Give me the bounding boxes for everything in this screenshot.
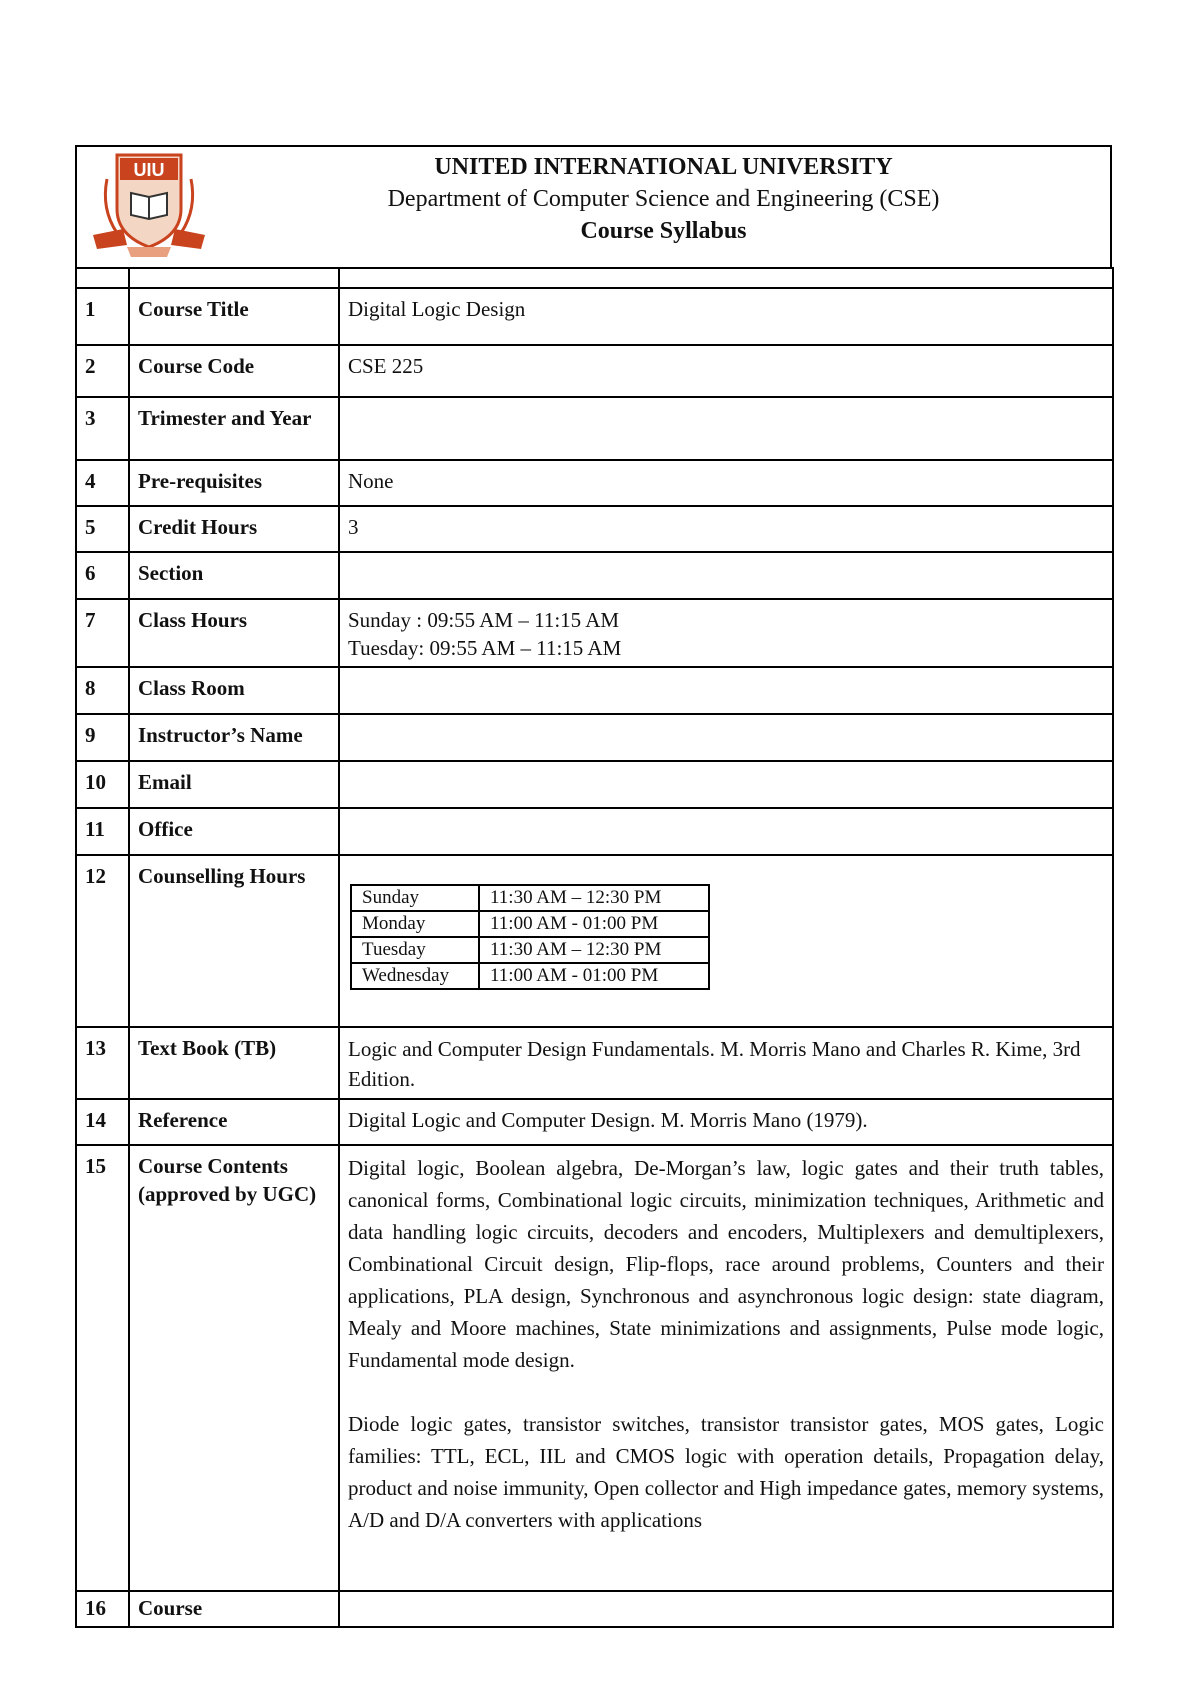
- row-label: Section: [129, 552, 339, 599]
- counselling-day: Sunday: [351, 885, 479, 911]
- email-value: [339, 761, 1113, 808]
- counselling-day: Wednesday: [351, 963, 479, 989]
- row-label: Email: [129, 761, 339, 808]
- table-row: [76, 1145, 1113, 1591]
- row-label: Course Title: [129, 288, 339, 345]
- table-row: [76, 345, 1113, 397]
- counselling-day: Tuesday: [351, 937, 479, 963]
- row-label: Pre-requisites: [129, 460, 339, 506]
- row-number: 15: [76, 1145, 129, 1591]
- counselling-hours-table: [350, 884, 710, 990]
- row-label: Office: [129, 808, 339, 855]
- row-label: Class Room: [129, 667, 339, 714]
- section-value: [339, 552, 1113, 599]
- counselling-row: [351, 885, 709, 911]
- instructor-value: [339, 714, 1113, 761]
- counselling-time: 11:00 AM - 01:00 PM: [479, 911, 709, 937]
- row-label: Counselling Hours: [129, 855, 339, 1027]
- table-row: [76, 1027, 1113, 1099]
- row-number: 8: [76, 667, 129, 714]
- row-number: 6: [76, 552, 129, 599]
- row-label: Instructor’s Name: [129, 714, 339, 761]
- course-title-value: Digital Logic Design: [339, 288, 1113, 345]
- row-label: Trimester and Year: [129, 397, 339, 460]
- row-number: 11: [76, 808, 129, 855]
- course-contents-paragraph: Diode logic gates, transistor switches, transistor transistor gates, MOS gates, Logic families: TTL, ECL, IIL and CMOS logic with operation details, Propagation delay, product and noise immunity, Open collector and High impedance gates, memory systems, A/D and D/A converters with applications: [348, 1412, 1104, 1532]
- row-number: 10: [76, 761, 129, 808]
- row-number: 7: [76, 599, 129, 667]
- table-row: [76, 761, 1113, 808]
- counselling-row: [351, 911, 709, 937]
- syllabus-table: [75, 267, 1114, 1628]
- table-row: [76, 808, 1113, 855]
- class-hours-line: Tuesday: 09:55 AM – 11:15 AM: [348, 636, 622, 660]
- row-label: Text Book (TB): [129, 1027, 339, 1099]
- table-row: [76, 552, 1113, 599]
- counselling-day: Monday: [351, 911, 479, 937]
- trimester-value: [339, 397, 1113, 460]
- text-book-value: Logic and Computer Design Fundamentals. M. Morris Mano and Charles R. Kime, 3rd Edition.: [339, 1027, 1113, 1099]
- table-row: [76, 506, 1113, 552]
- row-number: 16: [76, 1591, 129, 1627]
- credit-hours-value: 3: [339, 506, 1113, 552]
- spacer-row: [76, 268, 1113, 288]
- table-row: [76, 1591, 1113, 1627]
- class-hours-value: [339, 599, 1113, 667]
- row-number: 2: [76, 345, 129, 397]
- counselling-time: 11:30 AM – 12:30 PM: [479, 937, 709, 963]
- course-code-value: CSE 225: [339, 345, 1113, 397]
- course-contents-paragraph: Digital logic, Boolean algebra, De-Morgan’s law, logic gates and their truth tables, canonical forms, Combinational logic circuits, minimization techniques, Arithmetic and data handling logic circuits, decoders and encoders, Multiplexers and demultiplexers, Combinational Circuit design, Flip-flops, race around problems, Counters and their applications, PLA design, Synchronous and asynchronous logic design: state diagram, Mealy and Moore machines, State minimizations and assignments, Pulse mode logic, Fundamental mode design.: [348, 1156, 1104, 1372]
- row-label: Course: [129, 1591, 339, 1627]
- university-logo: [87, 149, 211, 261]
- course-contents-value: [339, 1145, 1113, 1591]
- course-value: [339, 1591, 1113, 1627]
- syllabus-page: [75, 145, 1112, 1628]
- row-number: 12: [76, 855, 129, 1027]
- row-label: Course Code: [129, 345, 339, 397]
- counselling-time: 11:00 AM - 01:00 PM: [479, 963, 709, 989]
- table-row: [76, 288, 1113, 345]
- counselling-hours-cell: [339, 855, 1113, 1027]
- table-row: [76, 397, 1113, 460]
- reference-value: Digital Logic and Computer Design. M. Morris Mano (1979).: [339, 1099, 1113, 1145]
- table-row: [76, 599, 1113, 667]
- syllabus-header: [75, 145, 1112, 267]
- department-name: Department of Computer Science and Engineering (CSE): [387, 186, 940, 212]
- counselling-row: [351, 937, 709, 963]
- office-value: [339, 808, 1113, 855]
- row-label: Course Contents (approved by UGC): [129, 1145, 339, 1591]
- row-number: 4: [76, 460, 129, 506]
- row-label: Reference: [129, 1099, 339, 1145]
- table-row: [76, 667, 1113, 714]
- table-row: [76, 855, 1113, 1027]
- table-row: [76, 714, 1113, 761]
- row-number: 13: [76, 1027, 129, 1099]
- logo-text: UIU: [133, 160, 165, 180]
- university-name: UNITED INTERNATIONAL UNIVERSITY: [434, 154, 893, 180]
- class-room-value: [339, 667, 1113, 714]
- table-row: [76, 1099, 1113, 1145]
- class-hours-line: Sunday : 09:55 AM – 11:15 AM: [348, 608, 620, 632]
- counselling-row: [351, 963, 709, 989]
- row-number: 9: [76, 714, 129, 761]
- row-label: Class Hours: [129, 599, 339, 667]
- row-number: 1: [76, 288, 129, 345]
- row-number: 3: [76, 397, 129, 460]
- counselling-time: 11:30 AM – 12:30 PM: [479, 885, 709, 911]
- document-title: Course Syllabus: [580, 218, 747, 244]
- prerequisites-value: None: [339, 460, 1113, 506]
- row-number: 14: [76, 1099, 129, 1145]
- row-label: Credit Hours: [129, 506, 339, 552]
- table-row: [76, 460, 1113, 506]
- row-number: 5: [76, 506, 129, 552]
